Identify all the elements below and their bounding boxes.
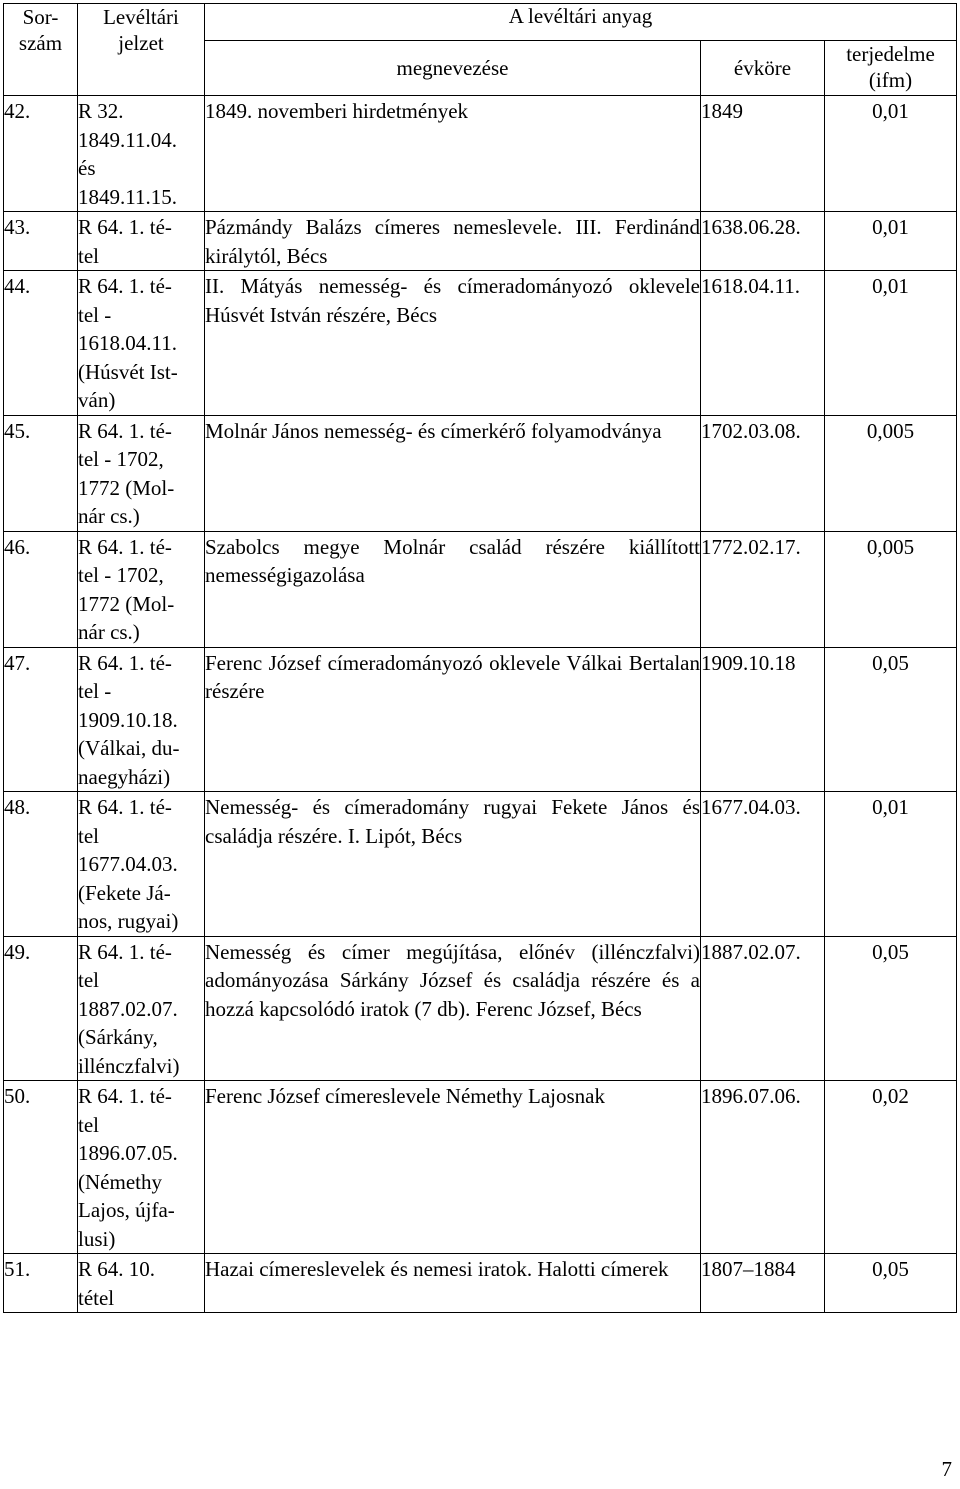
row-description: Ferenc József címereslevele Némethy Lajosnak	[205, 1081, 701, 1254]
row-description: Ferenc József címeradományozó oklevele Válkai Bertalan részére	[205, 647, 701, 792]
row-description: 1849. novemberi hirdetmények	[205, 96, 701, 212]
row-extent: 0,02	[825, 1081, 957, 1254]
row-signature: R 64. 1. té- tel 1677.04.03. (Fekete Já- nos, rugyai)	[78, 792, 205, 937]
row-years: 1807–1884	[701, 1254, 825, 1313]
row-years: 1677.04.03.	[701, 792, 825, 937]
row-description: II. Mátyás nemesség- és címeradományozó oklevele Húsvét István részére, Bécs	[205, 271, 701, 416]
header-col-extent: terjedelme (ifm)	[825, 41, 957, 96]
row-signature: R 64. 1. té- tel 1887.02.07. (Sárkány, illénczfalvi)	[78, 936, 205, 1081]
page-number: 7	[941, 1457, 952, 1481]
row-number: 42.	[4, 96, 78, 212]
row-extent: 0,05	[825, 647, 957, 792]
row-signature: R 64. 1. té- tel - 1618.04.11. (Húsvét Ist- ván)	[78, 271, 205, 416]
header-col-signature: Levéltári jelzet	[78, 4, 205, 96]
row-extent: 0,05	[825, 1254, 957, 1313]
header-col-years: évköre	[701, 41, 825, 96]
row-signature: R 64. 10. tétel	[78, 1254, 205, 1313]
row-description: Szabolcs megye Molnár család részére kiállított nemességigazolása	[205, 531, 701, 647]
row-number: 48.	[4, 792, 78, 937]
row-years: 1702.03.08.	[701, 415, 825, 531]
table-row	[4, 271, 957, 416]
table-row	[4, 1081, 957, 1254]
row-extent: 0,005	[825, 531, 957, 647]
row-number: 47.	[4, 647, 78, 792]
row-years: 1909.10.18	[701, 647, 825, 792]
archive-table	[3, 3, 957, 1313]
row-description: Pázmándy Balázs címeres nemeslevele. III. Ferdinánd királytól, Bécs	[205, 212, 701, 271]
table-row	[4, 792, 957, 937]
row-signature: R 64. 1. té- tel - 1702, 1772 (Mol- nár cs.)	[78, 415, 205, 531]
table-row	[4, 415, 957, 531]
row-number: 51.	[4, 1254, 78, 1313]
row-number: 49.	[4, 936, 78, 1081]
row-extent: 0,01	[825, 96, 957, 212]
row-years: 1772.02.17.	[701, 531, 825, 647]
row-number: 43.	[4, 212, 78, 271]
row-signature: R 64. 1. té- tel - 1702, 1772 (Mol- nár cs.)	[78, 531, 205, 647]
header-group-title: A levéltári anyag	[205, 4, 957, 41]
row-extent: 0,01	[825, 271, 957, 416]
row-number: 50.	[4, 1081, 78, 1254]
row-extent: 0,01	[825, 212, 957, 271]
row-number: 44.	[4, 271, 78, 416]
row-number: 45.	[4, 415, 78, 531]
table-row	[4, 96, 957, 212]
table-row	[4, 1254, 957, 1313]
row-signature: R 64. 1. té- tel 1896.07.05. (Némethy Lajos, újfa- lusi)	[78, 1081, 205, 1254]
table-row	[4, 531, 957, 647]
row-description: Hazai címereslevelek és nemesi iratok. Halotti címerek	[205, 1254, 701, 1313]
row-extent: 0,005	[825, 415, 957, 531]
row-description: Nemesség és címer megújítása, előnév (illénczfalvi) adományozása Sárkány József és családja részére és a hozzá kapcsolódó iratok (7 db). Ferenc József, Bécs	[205, 936, 701, 1081]
row-years: 1618.04.11.	[701, 271, 825, 416]
row-extent: 0,05	[825, 936, 957, 1081]
row-description: Nemesség- és címeradomány rugyai Fekete János és családja részére. I. Lipót, Bécs	[205, 792, 701, 937]
row-signature: R 64. 1. té- tel - 1909.10.18. (Válkai, du- naegyházi)	[78, 647, 205, 792]
row-description: Molnár János nemesség- és címerkérő folyamodványa	[205, 415, 701, 531]
row-years: 1849	[701, 96, 825, 212]
header-col-no: Sor- szám	[4, 4, 78, 96]
header-col-description: megnevezése	[205, 41, 701, 96]
table-row	[4, 212, 957, 271]
row-signature: R 32. 1849.11.04. és 1849.11.15.	[78, 96, 205, 212]
row-signature: R 64. 1. té- tel	[78, 212, 205, 271]
row-years: 1638.06.28.	[701, 212, 825, 271]
row-extent: 0,01	[825, 792, 957, 937]
row-years: 1896.07.06.	[701, 1081, 825, 1254]
row-years: 1887.02.07.	[701, 936, 825, 1081]
table-row	[4, 647, 957, 792]
table-row	[4, 936, 957, 1081]
row-number: 46.	[4, 531, 78, 647]
